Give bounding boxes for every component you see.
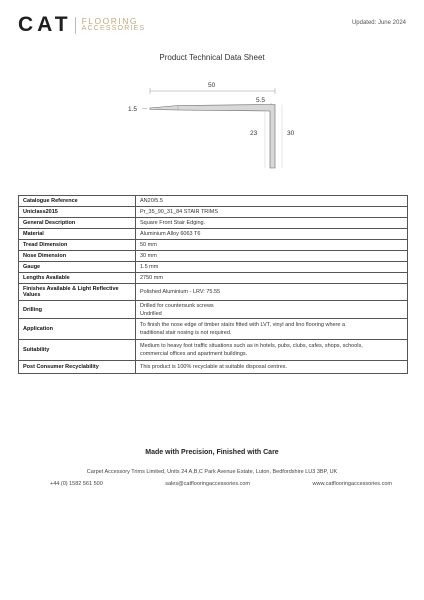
brand-logo — [18, 14, 145, 36]
spec-value-line: Undrilled — [140, 310, 162, 317]
spec-value-line: Polished Aluminium - LRV: 75.55 — [140, 289, 221, 295]
spec-value — [136, 319, 408, 340]
dim-top-label: 5.5 — [256, 97, 266, 104]
spec-key: Application — [19, 319, 136, 340]
tagline: Made with Precision, Finished with Care — [145, 449, 279, 456]
spec-key: Uniclass2015 — [19, 207, 136, 218]
spec-value-line: Drilled for countersunk screws — [140, 302, 214, 309]
spec-value — [136, 207, 408, 218]
spec-key: General Description — [19, 218, 136, 229]
page-title: Product Technical Data Sheet — [159, 53, 265, 62]
spec-value-line: Pr_35_90_31_84 STAIR TRIMS — [140, 209, 219, 215]
spec-row — [19, 218, 408, 229]
logo-wordmark: CAT — [18, 13, 72, 36]
spec-value-line: traditional stair nosing is not required. — [140, 330, 232, 336]
website-link[interactable]: www.catflooringaccessories.com — [312, 481, 392, 487]
spec-row — [19, 229, 408, 240]
spec-value — [136, 273, 408, 284]
contact-row — [50, 481, 392, 487]
company-address: Carpet Accessory Trims Limited, Units 24 A,B,C Park Avenue Estate, Luton, Bedfordshire LU3 3BP, UK — [86, 469, 338, 475]
spec-table-body — [19, 196, 408, 374]
spec-row — [19, 196, 408, 207]
spec-value-line: 2750 mm — [140, 275, 163, 281]
dim-width-label: 50 — [208, 82, 216, 89]
spec-value-line: 30 mm — [140, 253, 157, 259]
dim-thickness-label: 1.5 — [128, 106, 138, 113]
logo-divider — [75, 17, 76, 34]
dim-height-label: 30 — [287, 130, 295, 137]
spec-value — [136, 361, 408, 374]
spec-value — [136, 340, 408, 361]
logo-subtitle — [82, 17, 146, 33]
spec-key: Material — [19, 229, 136, 240]
spec-value — [136, 251, 408, 262]
spec-value — [136, 262, 408, 273]
spec-value-line: To finish the nose edge of timber stairs fitted with LVT, vinyl and lino flooring where a — [140, 322, 346, 328]
spec-row — [19, 319, 408, 340]
spec-row — [19, 262, 408, 273]
spec-key: Lengths Available — [19, 273, 136, 284]
spec-key: Post Consumer Recyclability — [19, 361, 136, 374]
spec-value-line: commercial offices and apartment buildings. — [140, 351, 248, 357]
spec-value-line: AN20/5.5 — [140, 198, 163, 204]
spec-key: Suitability — [19, 340, 136, 361]
spec-key: Tread Dimension — [19, 240, 136, 251]
spec-value-line: Square Front Stair Edging. — [140, 220, 206, 226]
logo-sub-accessories: ACCESSORIES — [81, 25, 146, 32]
spec-value — [136, 301, 408, 319]
spec-key: Nose Dimension — [19, 251, 136, 262]
spec-value-line: 50 mm — [140, 242, 157, 248]
spec-value-line: 1.5 mm — [140, 264, 159, 270]
spec-row — [19, 340, 408, 361]
spec-value — [136, 218, 408, 229]
profile-diagram — [120, 75, 320, 175]
spec-value — [136, 196, 408, 207]
spec-key: Finishes Available & Light Reflective Values — [19, 284, 136, 301]
spec-row — [19, 240, 408, 251]
spec-value-line: Medium to heavy foot traffic situations such as in hotels, pubs, clubs, cafes, shops, schools, — [140, 343, 363, 349]
spec-row — [19, 251, 408, 262]
email-link[interactable]: sales@catflooringaccessories.com — [165, 481, 251, 487]
spec-value — [136, 240, 408, 251]
header — [18, 14, 406, 40]
logo-sub-flooring: FLOORING — [81, 16, 139, 26]
spec-key: Gauge — [19, 262, 136, 273]
spec-row — [19, 284, 408, 301]
spec-value-line: This product is 100% recyclable at suitable disposal centres. — [140, 364, 288, 370]
phone-number: +44 (0) 1582 561 500 — [50, 481, 103, 487]
spec-key: Catalogue Reference — [19, 196, 136, 207]
spec-row — [19, 273, 408, 284]
spec-value-line: Aluminium Alloy 6063 T6 — [140, 231, 201, 237]
spec-row — [19, 207, 408, 218]
updated-date: Updated: June 2024 — [351, 20, 406, 26]
spec-row — [19, 361, 408, 374]
spec-key: Drilling — [19, 301, 136, 319]
profile-drawing — [120, 75, 320, 175]
spec-value — [136, 229, 408, 240]
spec-table — [18, 195, 408, 374]
spec-row — [19, 301, 408, 319]
spec-value — [136, 284, 408, 301]
dim-inner-height-label: 23 — [250, 130, 258, 137]
